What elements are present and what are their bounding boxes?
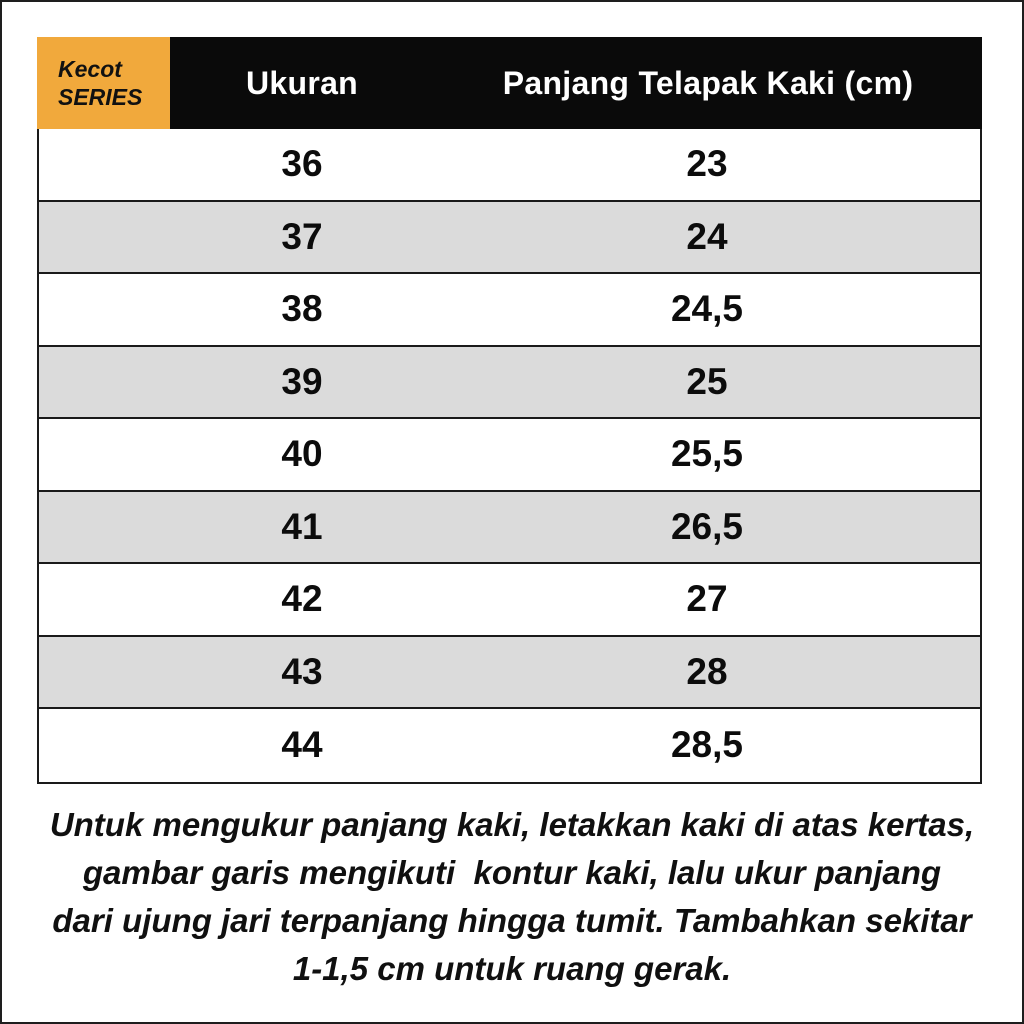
row-spacer xyxy=(39,419,170,490)
size-table-body xyxy=(37,129,982,784)
foot-length-value: 25,5 xyxy=(670,433,743,475)
brand-line2: SERIES xyxy=(58,84,143,110)
size-value: 38 xyxy=(281,288,323,330)
column-header-size: Ukuran xyxy=(245,64,359,101)
note-line: dari ujung jari terpanjang hingga tumit. Tambahkan sekitar xyxy=(52,902,972,939)
note-line: Untuk mengukur panjang kaki, letakkan kaki di atas kertas, xyxy=(49,806,975,843)
table-row xyxy=(39,492,980,565)
table-row xyxy=(39,274,980,347)
size-value: 36 xyxy=(281,143,323,185)
size-value: 37 xyxy=(281,215,323,257)
table-row xyxy=(39,419,980,492)
note-line: 1-1,5 cm untuk ruang gerak. xyxy=(292,950,732,987)
size-value: 40 xyxy=(281,433,323,475)
foot-length-value: 24,5 xyxy=(670,288,743,330)
size-value: 43 xyxy=(281,650,323,692)
foot-length-value: 28 xyxy=(686,650,728,692)
brand-badge xyxy=(37,37,170,129)
row-spacer xyxy=(39,274,170,345)
table-row xyxy=(39,202,980,275)
size-table xyxy=(37,37,982,784)
row-spacer xyxy=(39,637,170,708)
row-spacer xyxy=(39,709,170,782)
table-row xyxy=(39,129,980,202)
row-spacer xyxy=(39,492,170,563)
foot-length-value: 26,5 xyxy=(670,505,743,547)
table-header xyxy=(37,37,982,129)
header-black-bar xyxy=(170,37,982,129)
row-spacer xyxy=(39,129,170,200)
foot-length-value: 24 xyxy=(686,215,728,257)
note-line: gambar garis mengikuti kontur kaki, lalu ukur panjang xyxy=(82,854,942,891)
table-row xyxy=(39,347,980,420)
table-row xyxy=(39,709,980,782)
table-row xyxy=(39,564,980,637)
row-spacer xyxy=(39,564,170,635)
row-spacer xyxy=(39,347,170,418)
foot-length-value: 28,5 xyxy=(670,724,743,766)
table-row xyxy=(39,637,980,710)
column-header-foot-length: Panjang Telapak Kaki (cm) xyxy=(502,64,914,101)
foot-length-value: 23 xyxy=(686,143,728,185)
foot-length-value: 25 xyxy=(686,360,728,402)
brand-line1: Kecot xyxy=(58,56,122,82)
row-spacer xyxy=(39,202,170,273)
size-value: 39 xyxy=(281,360,323,402)
measurement-note xyxy=(2,801,1022,993)
foot-length-value: 27 xyxy=(686,578,728,620)
size-value: 41 xyxy=(281,505,323,547)
size-value: 42 xyxy=(281,578,323,620)
size-value: 44 xyxy=(281,724,323,766)
